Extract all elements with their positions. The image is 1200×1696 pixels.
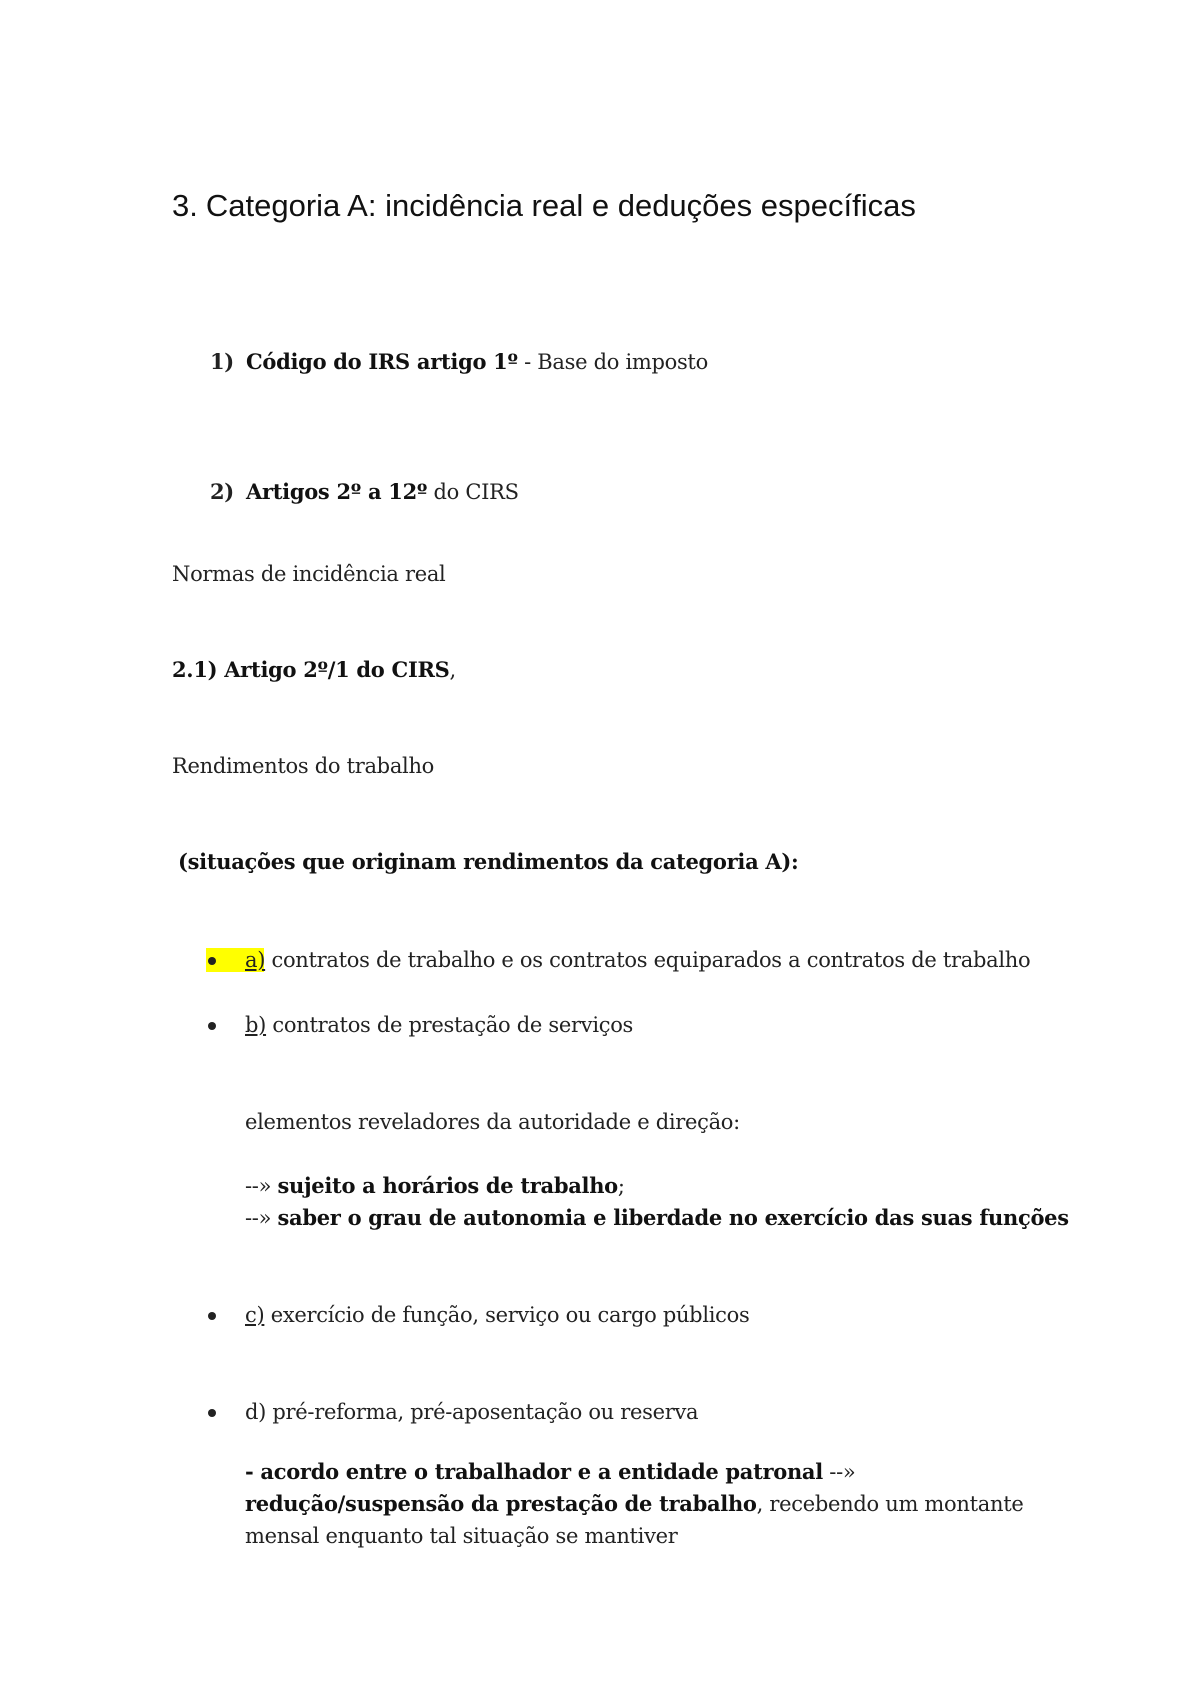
elementos-line-2 bbox=[245, 1203, 1069, 1233]
heading-number: 3. bbox=[172, 188, 198, 223]
elementos-intro: elementos reveladores da autoridade e direção: bbox=[245, 1110, 740, 1134]
artigo-2-1-heading bbox=[172, 655, 456, 685]
item-2-rest: do CIRS bbox=[427, 480, 519, 504]
heading-text: Categoria A: incidência real e deduções específicas bbox=[205, 188, 916, 223]
acordo-bold-2: redução/suspensão da prestação de trabalho bbox=[245, 1491, 757, 1516]
section-heading bbox=[172, 186, 916, 226]
item-2-bold: Artigos 2º a 12º bbox=[246, 479, 428, 504]
bullet-point-icon bbox=[208, 957, 216, 965]
rendimentos-paragraph: Rendimentos do trabalho bbox=[172, 754, 435, 778]
bullet-point-icon bbox=[208, 1022, 216, 1030]
bullet-item-a bbox=[245, 945, 1030, 975]
bullet-c-text: exercício de função, serviço ou cargo públicos bbox=[264, 1303, 750, 1327]
bullet-item-c bbox=[245, 1300, 749, 1330]
bullet-c-letter: c) bbox=[245, 1303, 265, 1327]
elementos-line-1 bbox=[245, 1171, 625, 1201]
elementos-line-1-rest: ; bbox=[617, 1174, 625, 1198]
normas-paragraph: Normas de incidência real bbox=[172, 562, 446, 586]
bullet-item-d: d) pré-reforma, pré-aposentação ou reserva bbox=[245, 1400, 699, 1424]
numbered-item-2 bbox=[210, 477, 519, 507]
bullet-a-letter: a) bbox=[245, 948, 266, 972]
acordo-arrow: --» bbox=[822, 1460, 856, 1484]
bullet-item-b bbox=[245, 1010, 633, 1040]
elementos-line-1-bold: sujeito a horários de trabalho bbox=[277, 1173, 618, 1198]
acordo-bold-1: - acordo entre o trabalhador e a entidade patronal bbox=[245, 1459, 823, 1484]
artigo-2-1-rest: , bbox=[449, 658, 456, 682]
elementos-line-2-bold: saber o grau de autonomia e liberdade no exercício das suas funções bbox=[277, 1205, 1069, 1230]
item-1-number: 1) bbox=[210, 349, 234, 374]
acordo-paragraph bbox=[245, 1456, 1045, 1552]
numbered-item-1 bbox=[210, 347, 708, 377]
situacoes-paragraph bbox=[178, 847, 798, 877]
acordo-rest: , recebendo um montante mensal enquanto tal situação se mantiver bbox=[245, 1492, 1024, 1548]
artigo-2-1-bold: 2.1) Artigo 2º/1 do CIRS bbox=[172, 657, 450, 682]
bullet-point-icon bbox=[208, 1409, 216, 1417]
arrow-1: --» bbox=[245, 1174, 278, 1198]
bullet-b-letter: b) bbox=[245, 1013, 267, 1037]
item-1-bold: Código do IRS artigo 1º bbox=[246, 349, 518, 374]
bullet-b-text: contratos de prestação de serviços bbox=[266, 1013, 634, 1037]
bullet-a-text: contratos de trabalho e os contratos equiparados a contratos de trabalho bbox=[265, 948, 1031, 972]
situacoes-bold: (situações que originam rendimentos da categoria A): bbox=[178, 849, 799, 874]
item-1-rest: - Base do imposto bbox=[517, 350, 708, 374]
item-2-number: 2) bbox=[210, 479, 234, 504]
bullet-point-icon bbox=[208, 1312, 216, 1320]
arrow-2: --» bbox=[245, 1206, 278, 1230]
